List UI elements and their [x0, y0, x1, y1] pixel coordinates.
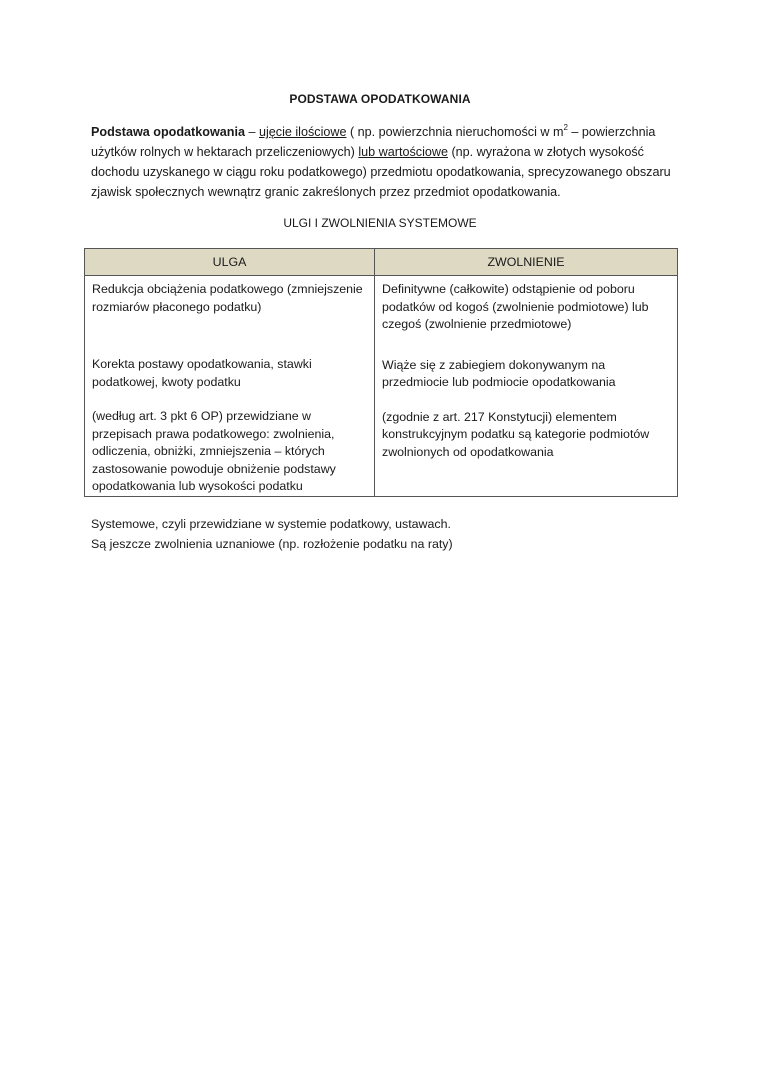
- ulga-cell: [85, 276, 375, 497]
- footer-line-2: Są jeszcze zwolnienia uznaniowe (np. rozłożenie podatku na raty): [91, 537, 453, 551]
- footer-line-1: Systemowe, czyli przewidziane w systemie podatkowy, ustawach.: [91, 517, 451, 531]
- header-ulga: ULGA: [85, 249, 375, 276]
- zwolnienie-item-1: Definitywne (całkowite) odstąpienie od poboru podatków od kogoś (zwolnienie podmiotowe) lub czegoś (zwolnienie przedmiotowe): [382, 282, 649, 331]
- footer-notes: [91, 514, 676, 554]
- zwolnienie-cell: [375, 276, 678, 497]
- table-title: ULGI I ZWOLNIENIA SYSTEMOWE: [283, 216, 477, 230]
- table-row: [85, 276, 678, 497]
- superscript: 2: [563, 123, 568, 132]
- paragraph-text-3: (np. wyrażona w złotych wysokość dochodu uzyskanego w ciągu roku podatkowego) przedmiotu opodatkowania, sprecyzowanego obszaru zjawisk społecznych wewnątrz granic zakreślonych przez przedmiot opodatkowania.: [91, 145, 671, 199]
- dash: –: [244, 125, 259, 139]
- value-term: lub wartościowe: [358, 145, 448, 159]
- paragraph-text-1: ( np. powierzchnia nieruchomości w m: [346, 125, 564, 139]
- bold-term: Podstawa opodatkowania: [91, 125, 245, 139]
- zwolnienie-item-2: Wiąże się z zabiegiem dokonywanym na przedmiocie lub podmiocie opodatkowania: [382, 357, 616, 389]
- quantitative-term: ujęcie ilościowe: [258, 125, 347, 139]
- ulga-item-2: Korekta postawy opodatkowania, stawki podatkowej, kwoty podatku: [92, 357, 312, 389]
- definition-paragraph: [91, 122, 676, 202]
- reliefs-table: [84, 248, 678, 497]
- ulga-item-3: (według art. 3 pkt 6 OP) przewidziane w przepisach prawa podatkowego: zwolnienia, odliczenia, obniżki, zmniejszenia – których zastosowanie powoduje obniżenie podstawy opodatkowania lub wysokości podatku: [92, 409, 336, 493]
- ulga-item-1: Redukcja obciążenia podatkowego (zmniejszenie rozmiarów płaconego podatku): [92, 282, 363, 314]
- zwolnienie-item-3: (zgodnie z art. 217 Konstytucji) elementem konstrukcyjnym podatku są kategorie podmiotów zwolnionych od opodatkowania: [382, 409, 650, 459]
- page-title: PODSTAWA OPODATKOWANIA: [289, 92, 471, 106]
- header-zwolnienie: ZWOLNIENIE: [375, 249, 678, 276]
- table-header-row: [85, 249, 678, 276]
- paragraph-text-2: – powierzchnia użytków rolnych w hektarach przeliczeniowych): [91, 125, 656, 159]
